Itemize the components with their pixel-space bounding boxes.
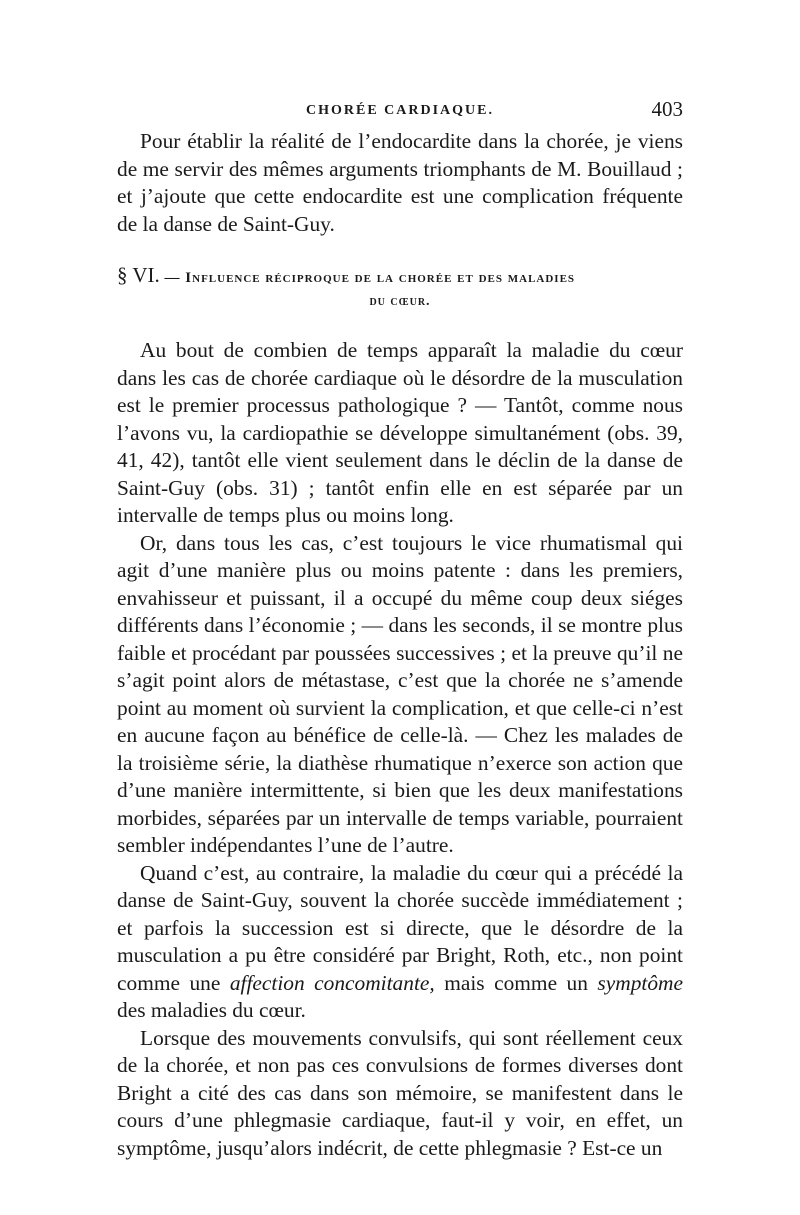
paragraph-4-text-a: Quand c’est, au contraire, la maladie du cœur qui a précédé la danse de Saint-Guy, souvent la chorée succède immédiatement ; et parfois la succession est si directe, que le désordre de la musculation a pu être considéré par Bright, Roth, etc., non point comme une bbox=[117, 860, 683, 995]
page-number: 403 bbox=[651, 97, 683, 121]
paragraph-1: Pour établir la réalité de l’endocardite dans la chorée, je viens de me servir des mêmes arguments triomphants de M. Bouillaud ; et j’ajoute que cette endocardite est une complication fréquente de la danse de Saint-Guy. bbox=[117, 129, 683, 236]
paragraph-4-text-c: des maladies du cœur. bbox=[117, 998, 306, 1022]
paragraph-2: Au bout de combien de temps apparaît la maladie du cœur dans les cas de chorée cardiaque où le désordre de la musculation est le premier processus pathologique ? — Tantôt, comme nous l’avons vu, la cardiopathie se développe simultanément (obs. 39, 41, 42), tantôt elle vient seulement dans le déclin de la danse de Saint-Guy (obs. 31) ; tantôt enfin elle en est séparée par un intervalle de temps plus ou moins long. bbox=[117, 338, 683, 527]
running-title: CHORÉE CARDIAQUE. bbox=[305, 103, 494, 118]
paragraph-3: Or, dans tous les cas, c’est toujours le vice rhumatismal qui agit d’une manière plus ou moins patente : dans les premiers, envahisseur et puissant, il a occupé du même coup deux siéges différents dans l’économie ; — dans les seconds, il se montre plus faible et procédant par poussées successives ; et la preuve qu’il ne s’agit point alors de métastase, c’est que la chorée ne s’amende point au moment où survient la complication, et que celle-ci n’est en aucune façon au bénéfice de celle-là. — Chez les malades de la troisième série, la diathèse rhumatique n’exerce son action que d’une manière intermittente, si bien que les deux manifestations morbides, séparées par un intervalle de temps variable, pourraient sembler indépendantes l’une de l’autre. bbox=[117, 530, 683, 857]
paragraph-5: Lorsque des mouvements convulsifs, qui sont réellement ceux de la chorée, et non pas ces convulsions de formes diverses dont Bright a cité des cas dans son mémoire, se manifestent dans le cours d’une phlegmasie cardiaque, faut-il y voir, en effet, un symptôme, jusqu’alors indécrit, de cette phlegmasie ? Est-ce un bbox=[117, 1025, 683, 1160]
italic-phrase-affection: affection concomitante, bbox=[229, 970, 435, 995]
section-heading bbox=[117, 263, 683, 290]
italic-word-symptome: symptôme bbox=[597, 970, 683, 995]
section-dash: — bbox=[164, 270, 181, 286]
paragraph-4-text-b: mais comme un bbox=[444, 970, 588, 995]
body-text bbox=[117, 128, 683, 1162]
section-title-line-2: du cœur. bbox=[369, 294, 431, 309]
section-number: § VI. bbox=[117, 263, 160, 287]
section-title-line-1: Influence réciproque de la chorée et des maladies bbox=[185, 270, 576, 286]
page-header bbox=[117, 97, 683, 127]
paragraph-4 bbox=[117, 860, 683, 1025]
